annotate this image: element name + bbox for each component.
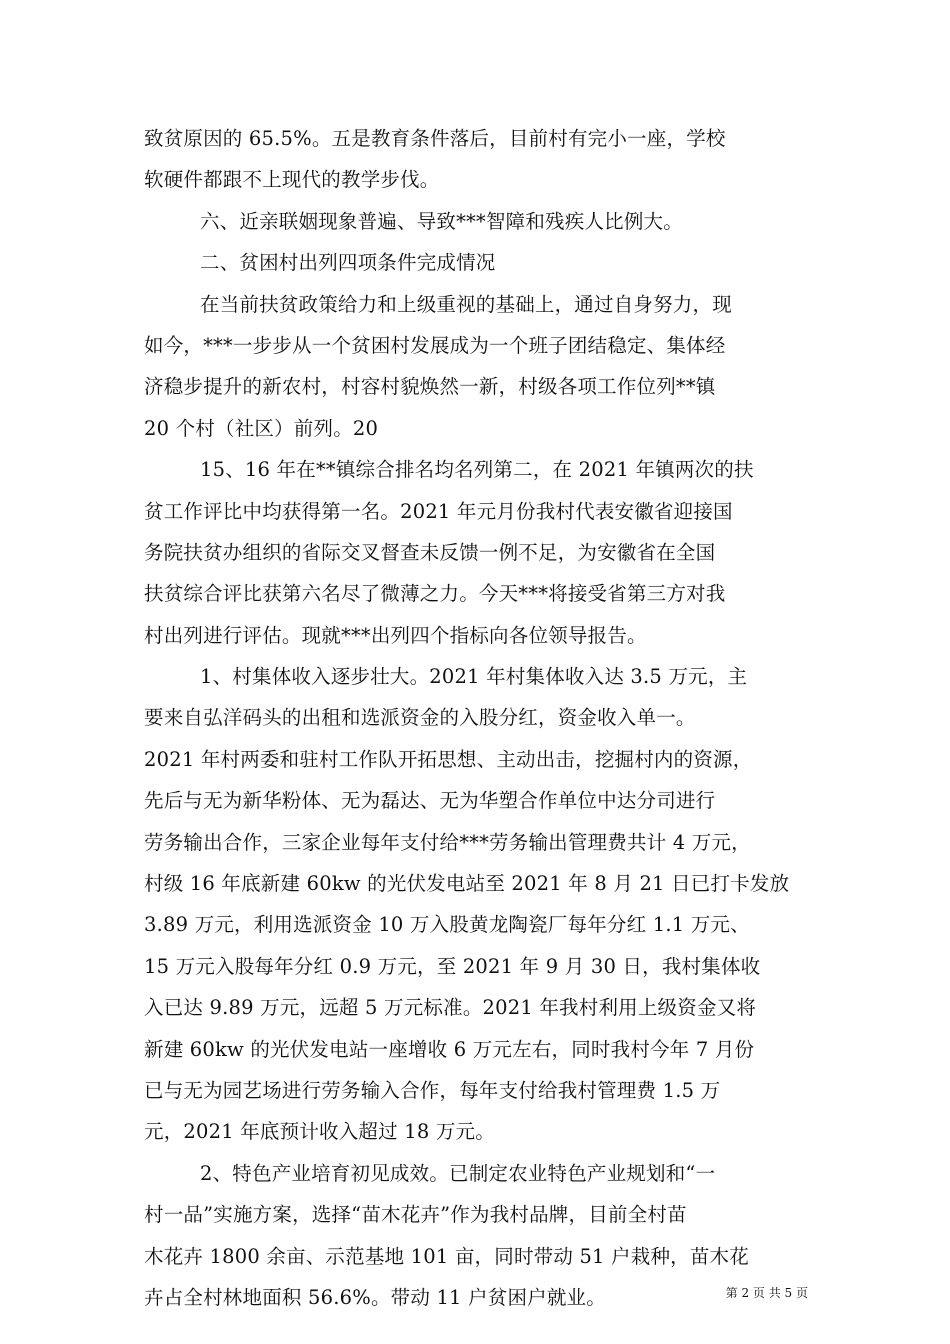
body-line: 要来自弘洋码头的出租和选派资金的入股分红，资金收入单一。 xyxy=(144,706,696,730)
body-line: 3.89 万元，利用选派资金 10 万入股黄龙陶瓷厂每年分红 1.1 万元、 xyxy=(144,913,750,937)
body-line: 在当前扶贫政策给力和上级重视的基础上，通过自身努力，现 xyxy=(200,292,732,316)
body-line: 2021 年村两委和驻村工作队开拓思想、主动出击，挖掘村内的资源， xyxy=(144,747,753,771)
document-body xyxy=(144,118,814,1318)
body-line: 新建 60kw 的光伏发电站一座增收 6 万元左右，同时我村今年 7 月份 xyxy=(144,1037,755,1061)
body-line: 2、特色产业培育初见成效。已制定农业特色产业规划和“一 xyxy=(200,1161,716,1185)
body-line: 20 个村（社区）前列。20 xyxy=(144,416,379,440)
body-line: 先后与无为新华粉体、无为磊达、无为华塑合作单位中达分司进行 xyxy=(144,789,716,813)
body-line: 致贫原因的 65.5%。五是教育条件落后，目前村有完小一座，学校 xyxy=(144,127,726,150)
body-line: 务院扶贫办组织的省际交叉督查未反馈一例不足，为安徽省在全国 xyxy=(144,540,716,564)
body-line: 劳务输出合作，三家企业每年支付给***劳务输出管理费共计 4 万元， xyxy=(144,830,751,854)
body-line: 15、16 年在**镇综合排名均名列第二，在 2021 年镇两次的扶 xyxy=(200,458,754,482)
body-line: 村出列进行评估。现就***出列四个指标向各位领导报告。 xyxy=(144,623,647,647)
body-line: 软硬件都跟不上现代的教学步伐。 xyxy=(144,168,440,192)
body-line: 村一品”实施方案，选择“苗木花卉”作为我村品牌，目前全村苗 xyxy=(144,1203,687,1227)
body-line: 元，2021 年底预计收入超过 18 万元。 xyxy=(144,1120,495,1144)
body-line: 15 万元入股每年分红 0.9 万元，至 2021 年 9 月 30 日，我村集体收 xyxy=(144,954,761,978)
body-line: 村级 16 年底新建 60kw 的光伏发电站至 2021 年 8 月 21 日已打卡发放 xyxy=(144,872,790,896)
body-line: 1、村集体收入逐步壮大。2021 年村集体收入达 3.5 万元，主 xyxy=(200,665,748,689)
body-line: 贫工作评比中均获得第一名。2021 年元月份我村代表安徽省迎接国 xyxy=(144,499,733,523)
page-number: 第 2 页 共 5 页 xyxy=(725,1286,808,1300)
body-line: 已与无为园艺场进行劳务输入合作，每年支付给我村管理费 1.5 万 xyxy=(144,1078,721,1102)
section-heading: 二、贫困村出列四项条件完成情况 xyxy=(200,251,496,275)
body-line: 扶贫综合评比获第六名尽了微薄之力。今天***将接受省第三方对我 xyxy=(144,582,726,606)
body-line: 入已达 9.89 万元，远超 5 万元标准。2021 年我村利用上级资金又将 xyxy=(144,996,757,1020)
body-line: 木花卉 1800 余亩、示范基地 101 亩，同时带动 51 户栽种，苗木花 xyxy=(144,1244,749,1268)
body-line: 六、近亲联姻现象普遍、导致***智障和残疾人比例大。 xyxy=(200,209,683,233)
body-line: 如今，***一步步从一个贫困村发展成为一个班子团结稳定、集体经 xyxy=(144,333,726,357)
body-line: 卉占全村林地面积 56.6%。带动 11 户贫困户就业。 xyxy=(144,1285,606,1309)
body-line: 济稳步提升的新农村，村容村貌焕然一新，村级各项工作位列**镇 xyxy=(144,375,716,399)
